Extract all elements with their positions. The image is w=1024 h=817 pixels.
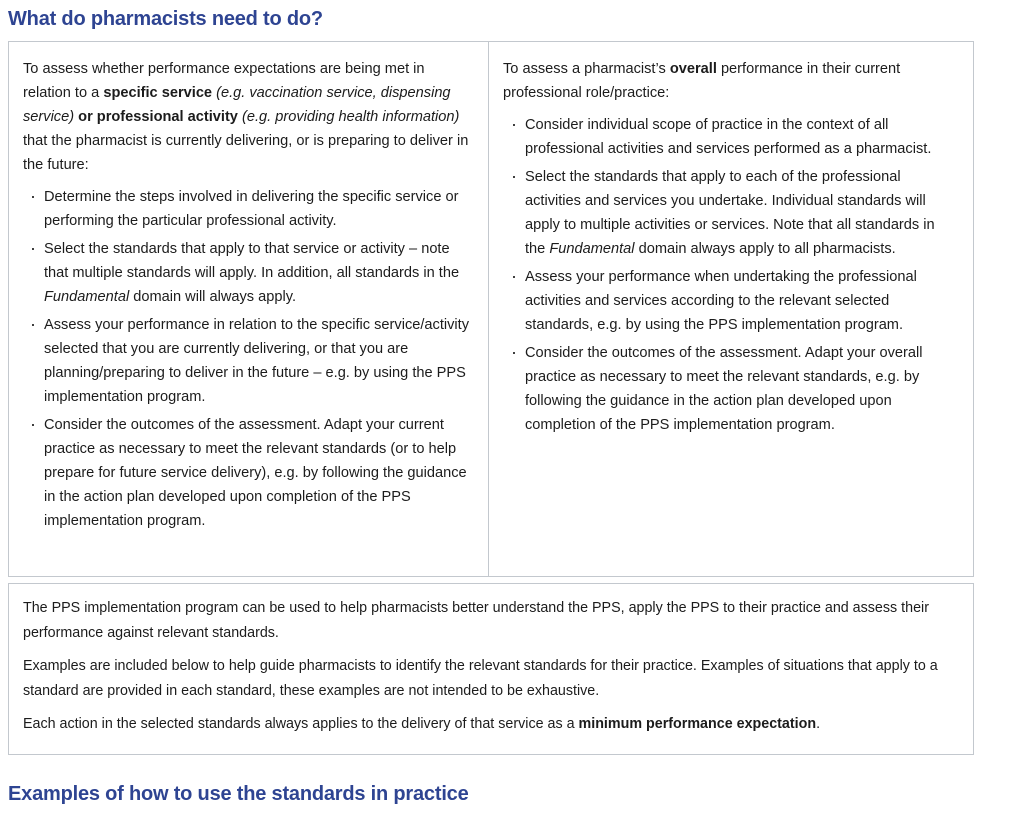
left-intro-italic-examples-1: (e.g. vaccination service, dispensing service)	[23, 85, 451, 125]
bullet-text: Assess your performance when undertaking the professional activities and services according to the relevant selected standards, e.g. by using the PPS implementation program.	[525, 269, 917, 333]
right-column-bullet-list	[503, 113, 957, 437]
table-cell-overall-performance-column	[489, 42, 973, 576]
bullet-text: Consider the outcomes of the assessment. Adapt your current practice as necessary to meet the relevant standards (or to help prepare for future service delivery), e.g. by following the guidance in the action plan developed upon completion of the PPS implementation program.	[44, 417, 467, 529]
right-intro-text-1: To assess a pharmacist’s	[503, 61, 670, 77]
bullet-text-tail: domain always apply to all pharmacists.	[634, 241, 896, 257]
list-item	[503, 165, 957, 261]
notes-paragraph-2: Examples are included below to help guide pharmacists to identify the relevant standards for their practice. Examples of situations that apply to a standard are provided in each standard, these examples are not intended to be exhaustive.	[23, 658, 938, 699]
left-column-bullet-list	[23, 185, 472, 533]
list-item	[23, 237, 472, 309]
bullet-text: Select the standards that apply to that service or activity – note that multiple standards will apply. In addition, all standards in the	[44, 241, 460, 281]
left-intro-bold-specific-service: specific service	[103, 85, 213, 101]
bullet-italic: Fundamental	[44, 289, 130, 305]
bullet-text: Assess your performance in relation to the specific service/activity selected that you are currently delivering, or that you are planning/preparing to deliver in the future – e.g. by using the PPS implementation program.	[44, 317, 470, 405]
notes-paragraph-1: The PPS implementation program can be used to help pharmacists better understand the PPS, apply the PPS to their practice and assess their performance against relevant standards.	[23, 600, 929, 641]
list-item	[23, 413, 472, 533]
bullet-text-tail: domain will always apply.	[129, 289, 297, 305]
right-intro-bold-overall: overall	[669, 61, 717, 77]
bullet-text: Consider individual scope of practice in the context of all professional activities and services performed as a pharmacist.	[525, 117, 932, 157]
notes-p3-text-1: Each action in the selected standards always applies to the delivery of that service as a	[23, 716, 579, 732]
bullet-italic: Fundamental	[549, 241, 635, 257]
bullet-text: Determine the steps involved in delivering the specific service or performing the particular professional activity.	[44, 189, 459, 229]
list-item	[503, 113, 957, 161]
left-intro-text-1: To assess whether performance expectations are being met in relation to a	[23, 61, 425, 101]
list-item	[23, 185, 472, 233]
list-item	[503, 265, 957, 337]
list-item	[23, 313, 472, 409]
bullet-text: Consider the outcomes of the assessment. Adapt your overall practice as necessary to meet the relevant standards, e.g. by following the guidance in the action plan developed upon completion of the PPS implementation program.	[525, 345, 923, 433]
right-column-intro-paragraph	[503, 57, 957, 105]
left-intro-italic-examples-2: (e.g. providing health information)	[237, 109, 460, 125]
table-cell-specific-service-column	[9, 42, 489, 576]
right-intro-text-2: performance in their current professional role/practice:	[503, 61, 901, 101]
list-item	[503, 341, 957, 437]
notes-paragraph-3	[23, 712, 955, 737]
left-intro-bold-professional-activity: or professional activity	[74, 109, 238, 125]
notes-box	[8, 583, 974, 755]
page-title-examples-of-how-to-use-the-standards: Examples of how to use the standards in practice	[8, 783, 469, 805]
left-column-intro-paragraph	[23, 57, 472, 177]
bullet-text: Select the standards that apply to each of the professional activities and services you undertake. Individual standards will apply to multiple activities or services. Note that all standards in the	[525, 169, 935, 257]
notes-p3-text-2: .	[816, 716, 821, 732]
two-column-guidance-table	[8, 41, 974, 577]
page-title-what-do-pharmacists-need-to-do: What do pharmacists need to do?	[8, 8, 323, 30]
left-intro-text-2: that the pharmacist is currently delivering, or is preparing to deliver in the future:	[23, 133, 469, 173]
notes-p3-bold-minimum-performance-expectation: minimum performance expectation	[578, 716, 817, 732]
